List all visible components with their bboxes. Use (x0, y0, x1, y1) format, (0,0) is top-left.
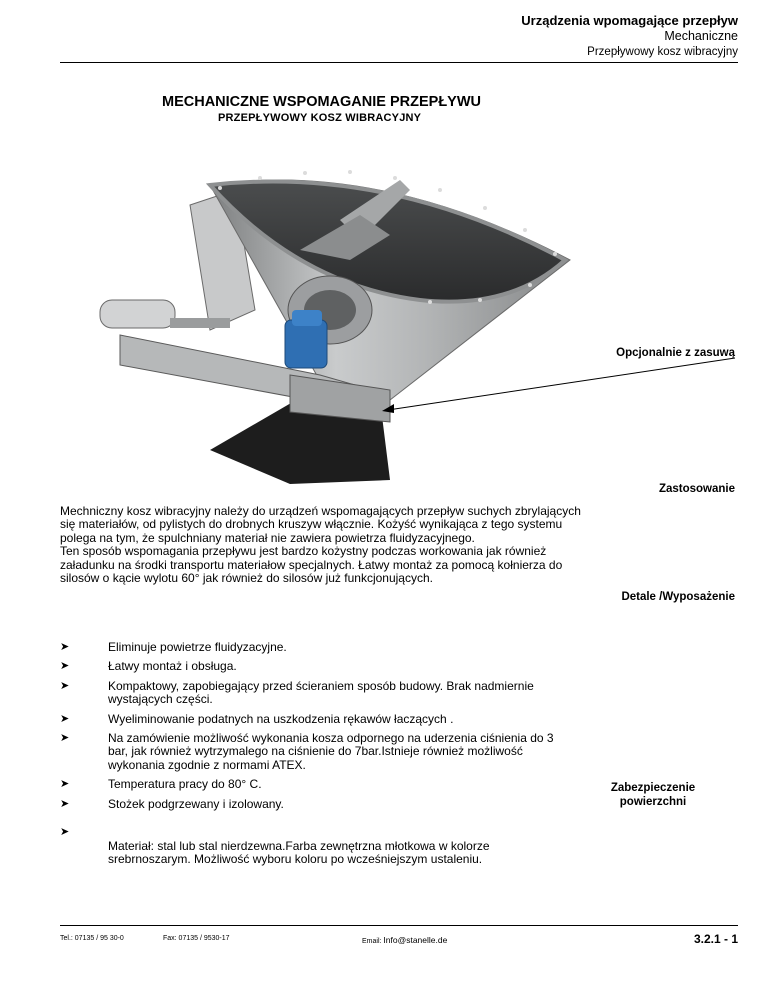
callout-optional-gate: Opcjonalnie z zasuwą (616, 347, 735, 359)
material-paragraph: Materiał: stal lub stal nierdzewna.Farba zewnętrzna młotkowa w kolorze srebrnoszarym. Możliwość wyboru koloru po wcześniejszym ustaleniu. (108, 839, 490, 867)
features-list (60, 641, 560, 817)
arrow-bullet-icon: ➤ (60, 732, 70, 745)
email-link[interactable]: Info@stanelle.de (383, 935, 448, 945)
list-item: ➤ Wyeliminowanie podatnych na uszkodzenia rękawów łaczących . (60, 711, 454, 726)
arrow-bullet-icon: ➤ (60, 712, 70, 725)
header-line-1: Urządzenia wpomagające przepływ (521, 13, 738, 28)
footer-divider (60, 925, 738, 926)
footer-fax: Fax: 07135 / 9530-17 (163, 935, 230, 942)
header-divider (60, 62, 738, 63)
arrow-bullet-icon: ➤ (60, 641, 70, 653)
list-item: ➤ Eliminuje powietrze fluidyzacyjne. (60, 640, 287, 654)
page-subtitle: PRZEPŁYWOWY KOSZ WIBRACYJNY (218, 112, 422, 124)
list-item: ➤ Na zamówienie możliwość wykonania kosza odpornego na uderzenia ciśnienia do 3 bar, jak również wytrzymalego na ciśnienie do 7bar.Istnieje również możliwość wykonania zgodnie z normami ATEX. (60, 731, 554, 772)
intro-paragraph: Mechniczny kosz wibracyjny należy do urządzeń wspomagających przepływ suchych zbrylających się materiałów, od pylistych do drobnych kruszyw włącznie. Kożyść wynikająca z tego systemu polega na tym, że spulchniany materiał nie zawiera powietrza fluidyzacyjnego. Ten sposób wspomagania przepływu jest bardzo kożystny podczas workowania jak również załadunku na środki transportu materiałow specjalnych. Łatwy montaż za pomocą kołnierza do silosów o kącie wylotu 60° jak również do silosów już funkcjonujących. (60, 504, 581, 586)
list-item: ➤ Stożek podgrzewany i izolowany. (60, 796, 284, 811)
arrow-bullet-icon: ➤ (60, 778, 70, 791)
arrow-bullet-icon: ➤ (60, 826, 70, 838)
page-number: 3.2.1 - 1 (693, 932, 738, 946)
callout-surface-protection: Zabezpieczenie powierzchni (610, 782, 696, 809)
footer-tel: Tel.: 07135 / 95 30-0 (60, 935, 124, 942)
list-item: ➤ Kompaktowy, zapobiegający przed ścieraniem sposób budowy. Brak nadmiernie wystających części. (60, 678, 534, 707)
header-line-2: Mechaniczne (664, 29, 738, 43)
vibrating-bin-photo (60, 160, 600, 490)
page-title: MECHANICZNE WSPOMAGANIE PRZEPŁYWU (162, 94, 481, 110)
footer-email: Email: Info@stanelle.de (362, 935, 448, 945)
list-item: ➤ Temperatura pracy do 80° C. (60, 777, 262, 792)
list-item: ➤ Łatwy montaż i obsługa. (60, 659, 237, 674)
callout-arrow (380, 355, 768, 415)
arrow-bullet-icon: ➤ (60, 797, 70, 810)
header-line-3: Przepływowy kosz wibracyjny (587, 46, 738, 58)
arrow-bullet-icon: ➤ (60, 660, 70, 673)
callout-application: Zastosowanie (658, 483, 735, 495)
callout-details: Detale /Wyposażenie (621, 591, 735, 603)
arrow-bullet-icon: ➤ (60, 679, 70, 692)
